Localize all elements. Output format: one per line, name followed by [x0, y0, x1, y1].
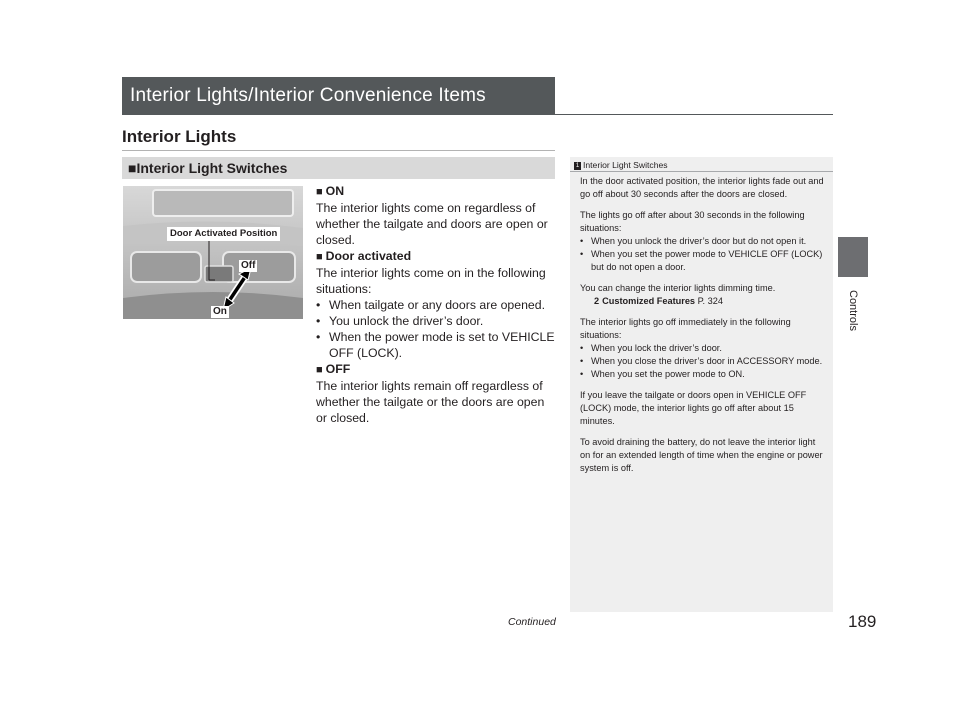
sidebar-paragraph: The interior lights go off immediately in the following situations:: [580, 317, 791, 340]
list-item: • When you lock the driver’s door.: [580, 342, 825, 355]
page-subtitle: Interior Lights: [122, 127, 237, 146]
interior-light-switch-figure: [123, 186, 303, 319]
on-heading: ■ ON: [316, 184, 345, 198]
chapter-tab-label: Controls: [847, 290, 859, 331]
list-item: • When you unlock the driver’s door but do not open it.: [580, 235, 825, 248]
page-number: 189: [848, 612, 877, 631]
chapter-title: Interior Lights/Interior Convenience Items: [130, 85, 486, 106]
continued-note: Continued: [508, 616, 556, 628]
section-marker: ■: [128, 160, 137, 176]
note-number-icon: 1: [575, 162, 580, 169]
door-activated-heading: ■ Door activated: [316, 249, 412, 263]
off-text: The interior lights remain off regardless of whether the tailgate or the doors are open or closed.: [316, 379, 545, 425]
sidebar-paragraph: In the door activated position, the interior lights fade out and go off about 30 seconds after the doors are closed.: [580, 176, 824, 199]
chapter-tab[interactable]: [838, 237, 868, 277]
label-on: On: [213, 306, 227, 317]
door-activated-text: The interior lights come on in the following situations:: [316, 266, 546, 296]
notes-sidebar: [570, 157, 833, 612]
list-item: • When you set the power mode to ON.: [580, 368, 825, 381]
switch-description: [316, 183, 556, 426]
sidebar-body: [580, 175, 825, 483]
sidebar-paragraph: If you leave the tailgate or doors open in VEHICLE OFF (LOCK) mode, the interior lights go off after about 15 minutes.: [580, 390, 807, 426]
reference-arrow-icon: 2: [594, 296, 600, 306]
cross-reference-link[interactable]: 2 Customized Features P. 324: [594, 296, 723, 306]
sidebar-title: 1 Interior Light Switches: [575, 160, 668, 170]
section-heading-bar: [122, 157, 555, 179]
chapter-title-bar: [122, 77, 555, 115]
title-rule: [555, 114, 833, 115]
list-item: • When you set the power mode to VEHICLE OFF (LOCK) but do not open a door.: [580, 248, 825, 274]
label-off: Off: [241, 260, 256, 271]
list-item: • When the power mode is set to VEHICLE OFF (LOCK).: [316, 329, 556, 361]
off-heading: ■ OFF: [316, 362, 351, 376]
section-heading: Interior Light Switches: [136, 160, 288, 176]
sidebar-paragraph: To avoid draining the battery, do not leave the interior light on for an extended length of time when the engine or power system is off.: [580, 437, 823, 473]
label-door-activated-position: Door Activated Position: [167, 227, 280, 241]
sidebar-paragraph: You can change the interior lights dimming time. 2 Customized Features P. 324: [580, 283, 776, 306]
door-activated-list: [316, 297, 556, 361]
list-item: • When you close the driver’s door in ACCESSORY mode.: [580, 355, 825, 368]
list-item: • When tailgate or any doors are opened.: [316, 297, 556, 313]
sidebar-rule: [570, 171, 833, 172]
list-item: • You unlock the driver’s door.: [316, 313, 556, 329]
sidebar-list: [580, 342, 825, 381]
on-text: The interior lights come on regardless of whether the tailgate and doors are open or closed.: [316, 201, 548, 247]
sidebar-list: [580, 235, 825, 274]
sidebar-paragraph: The lights go off after about 30 seconds in the following situations:: [580, 210, 805, 233]
subtitle-rule: [122, 150, 555, 151]
